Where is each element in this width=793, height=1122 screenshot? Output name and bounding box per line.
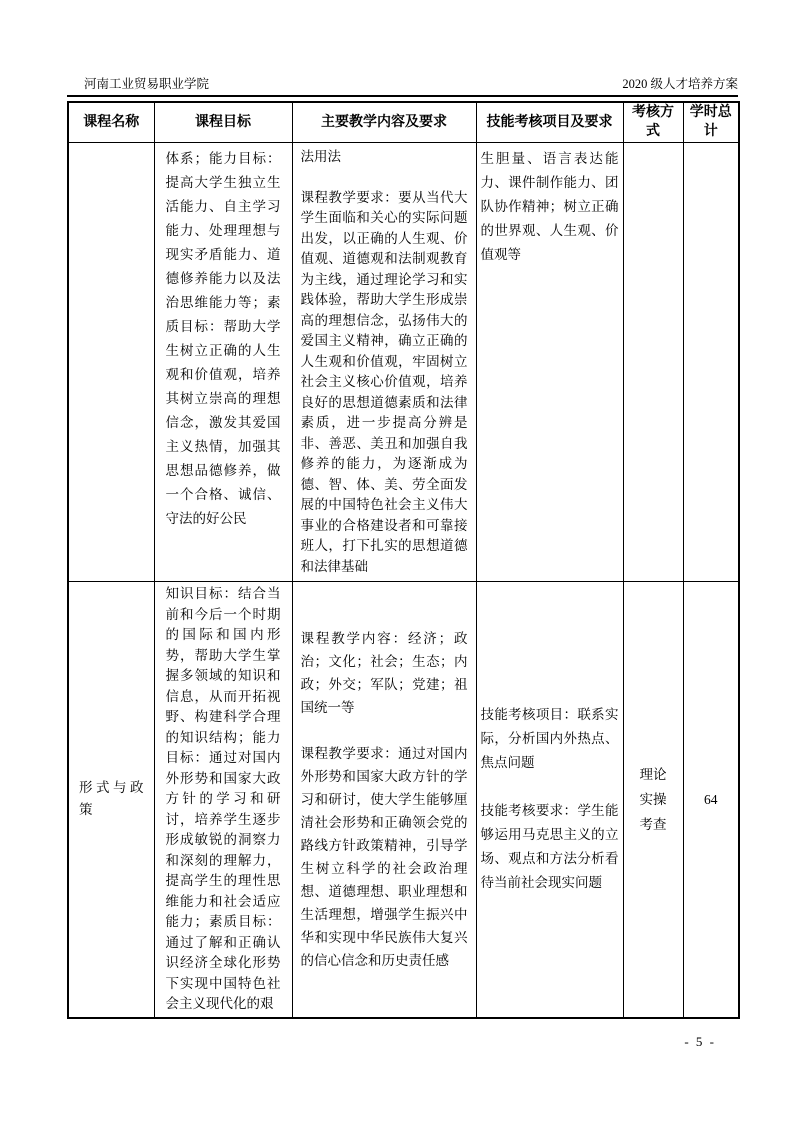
column-header-skill-assessment: 技能考核项目及要求 xyxy=(476,102,623,142)
course-name-text: 形式与政策 xyxy=(79,780,144,818)
table-row xyxy=(68,582,739,1018)
page-number: - 5 - xyxy=(684,1034,716,1049)
cell-assessment-method xyxy=(623,582,683,1018)
header-plan-title: 2020 级人才培养方案 xyxy=(622,77,738,91)
cell-course-objectives xyxy=(154,582,292,1018)
column-header-teaching-content: 主要教学内容及要求 xyxy=(292,102,476,142)
header-school-name: 河南工业贸易职业学院 xyxy=(84,77,210,91)
objectives-text: 知识目标：结合当前和今后一个时期的国际和国内形势，帮助大学生掌握多领域的知识和信息，从而开拓视野、构建科学合理的知识结构；能力目标：通过对国内外形势和国家大政方针的学习和研讨，培养学生逐步形成敏锐的洞察力和深刻的理解力，提高学生的理性思维能力和社会适应能力；素质目标：通过了解和正确认识经济全球化形势下实现中国特色社会主义现代化的艰 xyxy=(165,586,281,1011)
method-text: 理论实操考查 xyxy=(639,766,667,832)
cell-total-hours xyxy=(683,582,739,1018)
cell-course-name xyxy=(68,582,154,1018)
page-header xyxy=(67,74,738,97)
cell-course-objectives xyxy=(154,142,292,582)
column-header-assessment-method: 考核方式 xyxy=(623,102,683,142)
objectives-text: 体系；能力目标：提高大学生独立生活能力、自主学习能力、处理理想与现实矛盾能力、道德修养能力以及法治思维能力等；素质目标：帮助大学生树立正确的人生观和价值观，培养其树立崇高的理想信念，激发其爱国主义热情，加强其思想品德修养，做一个合格、诚信、守法的好公民 xyxy=(165,150,281,526)
table-header-row xyxy=(68,102,739,142)
assessment-paragraph: 技能考核项目：联系实际，分析国内外热点、焦点问题 xyxy=(480,707,619,771)
cell-total-hours xyxy=(683,142,739,582)
column-header-course-name: 课程名称 xyxy=(68,102,154,142)
curriculum-table xyxy=(67,101,740,1019)
cell-course-name xyxy=(68,142,154,582)
cell-skill-assessment xyxy=(476,142,623,582)
column-header-total-hours: 学时总计 xyxy=(683,102,739,142)
assessment-paragraph: 技能考核要求：学生能够运用马克思主义的立场、观点和方法分析看待当前社会现实问题 xyxy=(480,803,619,891)
cell-teaching-content xyxy=(292,142,476,582)
content-paragraph: 课程教学内容：经济；政治；文化；社会；生态；内政；外交；军队；党建；祖国统一等 xyxy=(300,630,468,715)
cell-skill-assessment xyxy=(476,582,623,1018)
cell-teaching-content xyxy=(292,582,476,1018)
column-header-course-objectives: 课程目标 xyxy=(154,102,292,142)
assessment-paragraph: 生胆量、语言表达能力、课件制作能力、团队协作精神；树立正确的世界观、人生观、价值观等 xyxy=(480,150,619,262)
content-paragraph: 法用法 xyxy=(300,148,341,164)
content-paragraph: 课程教学要求：通过对国内外形势和国家大政方针的学习和研讨，使大学生能够厘清社会形势和正确领会党的路线方针政策精神，引导学生树立科学的社会政治理想、道德理想、职业理想和生活理想，增强学生振兴中华和实现中华民族伟大复兴的信心信念和历史责任感 xyxy=(300,745,468,968)
hours-text: 64 xyxy=(704,791,718,807)
cell-assessment-method xyxy=(623,142,683,582)
table-row xyxy=(68,142,739,582)
content-paragraph: 课程教学要求：要从当代大学生面临和关心的实际问题出发，以正确的人生观、价值观、道德观和法制观教育为主线，通过理论学习和实践体验，帮助大学生形成崇高的理想信念，弘扬伟大的爱国主义精神，确立正确的人生观和价值观，牢固树立社会主义核心价值观，培养良好的思想道德素质和法律素质，进一步提高分辨是非、善恶、美丑和加强自我修养的能力，为逐渐成为德、智、体、美、劳全面发展的中国特色社会主义伟大事业的合格建设者和可靠接班人，打下扎实的思想道德和法律基础 xyxy=(300,189,468,574)
